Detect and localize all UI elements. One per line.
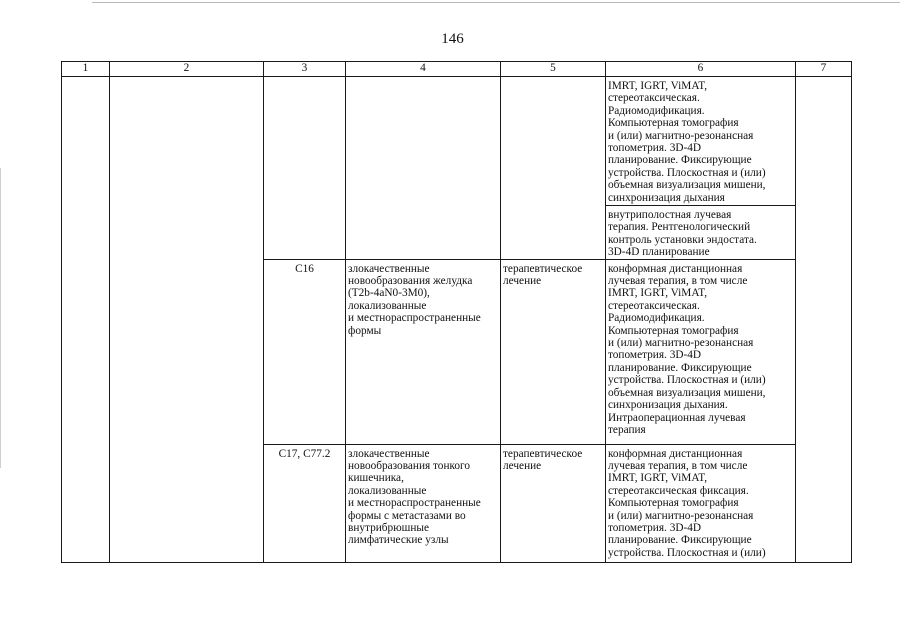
cell-col2 [110,77,264,563]
methods-cell [606,259,796,444]
page-top-rule [92,2,900,3]
text-line: локализованные [348,484,427,497]
text-line: лечение [503,460,542,473]
column-header-2: 2 [110,62,264,77]
code-cell: C16 [264,259,346,444]
text-line: IMRT, IGRT, ViMAT, [608,472,708,485]
text-line: терапевтическое [503,447,583,460]
column-number-row [62,62,852,77]
text-line: синхронизация дыхания. [608,399,728,412]
text-line: злокачественные [348,447,430,460]
text-line: внутриполостная лучевая [608,209,732,221]
text-line: конформная дистанционная [608,262,743,275]
table-row [62,77,852,206]
text-line: формы с метастазами во [348,509,466,522]
code-cell [264,77,346,260]
page-number: 146 [441,31,464,47]
text-line: лучевая терапия, в том числе [608,460,748,473]
text-line: внутрибрюшные [348,522,429,535]
text-line: Радиомодификация. [608,312,705,325]
text-line: стереотаксическая фиксация. [608,484,749,497]
text-line: и (или) магнитно-резонансная [608,337,754,350]
text-line: Интраоперационная лучевая [608,411,746,424]
text-line: топометрия. 3D-4D [608,142,702,155]
text-line: и (или) магнитно-резонансная [608,509,754,522]
text-line: лечение [503,275,542,288]
text-line: локализованные [348,299,427,312]
text-line: Компьютерная томография [608,497,739,510]
text-line: IMRT, IGRT, ViMAT, [608,287,708,300]
text-line: стереотаксическая. [608,92,700,105]
text-line: Компьютерная томография [608,117,739,130]
diagnosis-cell [346,259,501,444]
column-header-4: 4 [346,62,501,77]
scan-edge-mark [0,168,1,468]
text-line: терапия. Рентгенологический [608,221,751,234]
text-line: терапия [608,423,646,436]
text-line: 3D-4D планирование [608,246,710,259]
treatment-cell [501,77,606,260]
diagnosis-cell [346,77,501,260]
text-line: устройства. Плоскостная и (или) [608,546,766,559]
text-line: и местнораспространенные [348,312,481,325]
methods-cell [606,206,796,260]
text-line: стереотаксическая. [608,299,700,312]
text-line: Радиомодификация. [608,104,705,117]
text-line: планирование. Фиксирующие [608,154,752,167]
code-cell: C17, C77.2 [264,444,346,562]
text-line: IMRT, IGRT, ViMAT, [608,80,708,92]
text-line: новообразования желудка [348,275,473,288]
text-line: новообразования тонкого [348,460,471,473]
text-line: объемная визуализация мишени, [608,386,766,399]
text-line: лучевая терапия, в том числе [608,275,748,288]
text-line: контроль установки эндостата. [608,233,757,246]
text-line: кишечника, [348,472,404,485]
text-line: и местнораспространенные [348,497,481,510]
treatment-cell [501,444,606,562]
text-line: объемная визуализация мишени, [608,179,766,192]
text-line: синхронизация дыхания [608,191,725,204]
column-header-1: 1 [62,62,110,77]
text-line: устройства. Плоскостная и (или) [608,166,766,179]
cell-col7 [796,77,852,563]
text-line: планирование. Фиксирующие [608,361,752,374]
text-line: и (или) магнитно-резонансная [608,129,754,142]
methods-cell [606,444,796,562]
text-line: топометрия. 3D-4D [608,522,702,535]
methods-cell [606,77,796,206]
text-line: Компьютерная томография [608,324,739,337]
text-line: планирование. Фиксирующие [608,534,752,547]
cell-col1 [62,77,110,563]
treatment-cell [501,259,606,444]
text-line: злокачественные [348,262,430,275]
column-header-6: 6 [606,62,796,77]
text-line: лимфатические узлы [348,534,449,547]
text-line: терапевтическое [503,262,583,275]
text-line: формы [348,324,382,337]
text-line: конформная дистанционная [608,447,743,460]
column-header-3: 3 [264,62,346,77]
diagnosis-cell [346,444,501,562]
column-header-7: 7 [796,62,852,77]
text-line: (T2b-4aN0-3M0), [348,287,430,300]
text-line: устройства. Плоскостная и (или) [608,374,766,387]
document-table [61,61,852,563]
text-line: топометрия. 3D-4D [608,349,702,362]
column-header-5: 5 [501,62,606,77]
